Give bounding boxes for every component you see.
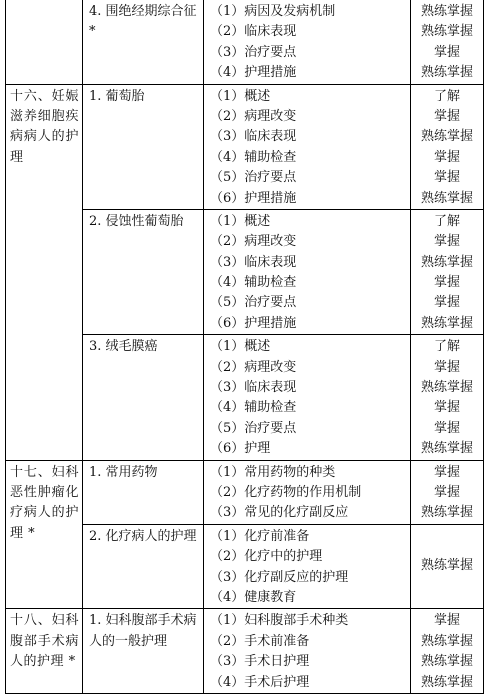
table-row: [6, 0, 484, 84]
item-line: （5）治疗要点: [210, 295, 297, 311]
item-line: （6）护理: [210, 441, 271, 457]
item-line: （6）护理措施: [210, 315, 297, 331]
levels-cell: [411, 335, 484, 460]
topic-text: 2. 化疗病人的护理: [89, 528, 197, 544]
item-line: （1）常用药物的种类: [210, 464, 336, 480]
topic-text: 1. 常用药物: [89, 464, 158, 480]
level-text: 掌握: [433, 295, 460, 311]
item-line: （1）概述: [210, 339, 271, 355]
unit-title: 十八、妇科腹部手术病人的护理 *: [10, 613, 79, 670]
topic-cell: [83, 0, 204, 84]
items-cell: [204, 335, 411, 460]
topic-text: 1. 葡萄胎: [89, 88, 145, 104]
item-line: （3）临床表现: [210, 380, 297, 396]
levels-cell: [411, 609, 484, 694]
item-line: （2）化疗药物的作用机制: [210, 484, 362, 500]
level-text: 掌握: [433, 44, 460, 60]
unit-cell: [6, 460, 83, 609]
items-cell: [204, 524, 411, 609]
level-text: 熟练掌握: [420, 24, 473, 40]
topic-cell: [83, 524, 204, 609]
levels-cell: [411, 84, 484, 209]
level-text: 了解: [433, 213, 460, 229]
topic-text: 2. 侵蚀性葡萄胎: [89, 213, 184, 229]
topic-cell: [83, 609, 204, 694]
topic-text: 1. 妇科腹部手术病人的一般护理: [89, 613, 197, 649]
item-line: （3）手术日护理: [210, 654, 310, 670]
topic-cell: [83, 335, 204, 460]
topic-cell: [83, 460, 204, 524]
item-line: （3）临床表现: [210, 254, 297, 270]
item-line: （2）病理改变: [210, 234, 297, 250]
items-cell: [204, 209, 411, 334]
level-text: 掌握: [433, 234, 460, 250]
item-line: （3）临床表现: [210, 129, 297, 145]
item-line: （1）妇科腹部手术种类: [210, 613, 349, 629]
table-row: [6, 460, 484, 524]
item-line: （1）化疗前准备: [210, 528, 310, 544]
unit-cell: [6, 84, 83, 460]
topic-text: 4. 围绝经期综合征 *: [89, 4, 197, 40]
level-text: 了解: [433, 88, 460, 104]
levels-cell: [411, 460, 484, 524]
item-line: （4）护理措施: [210, 65, 297, 81]
items-cell: [204, 609, 411, 694]
item-line: （2）手术前准备: [210, 633, 310, 649]
item-line: （2）化疗中的护理: [210, 549, 323, 565]
unit-title: 十七、妇科恶性肿瘤化疗病人的护理 *: [10, 464, 79, 541]
item-line: （4）辅助检查: [210, 275, 297, 291]
item-line: （3）治疗要点: [210, 44, 297, 60]
syllabus-table: [5, 0, 484, 694]
level-text: 熟练掌握: [420, 441, 473, 457]
item-line: （1）概述: [210, 213, 271, 229]
levels-cell: [411, 209, 484, 334]
level-text: 熟练掌握: [420, 654, 473, 670]
level-text: 掌握: [433, 108, 460, 124]
item-line: （4）健康教育: [210, 589, 297, 605]
topic-text: 3. 绒毛膜癌: [89, 339, 158, 355]
item-line: （4）手术后护理: [210, 674, 310, 690]
level-text: 了解: [433, 339, 460, 355]
table-row: [6, 84, 484, 209]
items-cell: [204, 0, 411, 84]
topic-cell: [83, 84, 204, 209]
topic-cell: [83, 209, 204, 334]
level-text: 掌握: [433, 484, 460, 500]
items-cell: [204, 460, 411, 524]
item-line: （6）护理措施: [210, 190, 297, 206]
item-line: （5）治疗要点: [210, 170, 297, 186]
level-text: 掌握: [433, 359, 460, 375]
item-line: （3）化疗副反应的护理: [210, 569, 349, 585]
level-text: 熟练掌握: [420, 254, 473, 270]
unit-title: 十六、妊娠滋养细胞疾病病人的护理: [10, 88, 79, 165]
level-text: 熟练掌握: [420, 505, 473, 521]
level-text: 掌握: [433, 420, 460, 436]
level-text: 掌握: [433, 613, 460, 629]
level-text: 掌握: [433, 400, 460, 416]
level-text: 熟练掌握: [420, 190, 473, 206]
level-text: 掌握: [433, 275, 460, 291]
levels-cell: [411, 0, 484, 84]
item-line: （5）治疗要点: [210, 420, 297, 436]
unit-cell: [6, 609, 83, 694]
unit-cell: [6, 0, 83, 84]
level-text: 熟练掌握: [420, 315, 473, 331]
level-text: 掌握: [433, 464, 460, 480]
item-line: （4）辅助检查: [210, 400, 297, 416]
item-line: （3）常见的化疗副反应: [210, 505, 349, 521]
level-text: 掌握: [433, 149, 460, 165]
item-line: （2）病理改变: [210, 108, 297, 124]
level-text: 熟练掌握: [420, 633, 473, 649]
item-line: （4）辅助检查: [210, 149, 297, 165]
level-text: 熟练掌握: [420, 129, 473, 145]
level-text: 掌握: [433, 170, 460, 186]
levels-cell: [411, 524, 484, 609]
item-line: （2）病理改变: [210, 359, 297, 375]
level-text: 熟练掌握: [420, 674, 473, 690]
items-cell: [204, 84, 411, 209]
item-line: （1）概述: [210, 88, 271, 104]
level-text: 熟练掌握: [420, 4, 473, 19]
table-row: [6, 609, 484, 694]
item-line: （1）病因及发病机制: [210, 4, 336, 19]
level-text: 熟练掌握: [420, 65, 473, 81]
item-line: （2）临床表现: [210, 24, 297, 40]
level-text: 熟练掌握: [420, 380, 473, 396]
level-text: 熟练掌握: [420, 558, 473, 574]
